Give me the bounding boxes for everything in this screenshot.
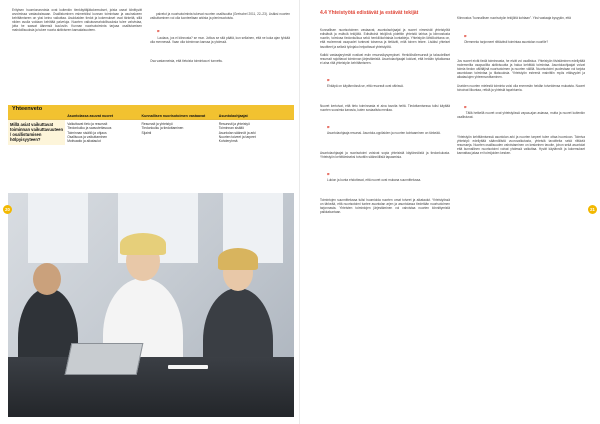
quote-text: Laulaus, jos ei kiinnosta? se mun. Jotkus se sitä päätä, kun sellainen, että ne kuka ajan lyhkää olla mennessä. Vaan olla toiminnan kanssa ja yhdessä. (150, 35, 291, 44)
right-text-column-1 (320, 20, 450, 416)
summary-header-youth-services: Kunnallisen nuorisotoimen vastaavat (140, 113, 217, 120)
right-text-column-2 (457, 8, 585, 416)
left-text-column-2 (150, 8, 290, 100)
right-col1-text-d: Toimintojen suunnittelussa tulisi huomioida nuorten omat toiveet ja aikataulut. Yhteistyössä on tärkeää, että nuorisotoimi tuntee asuntolan arjen ja asuntolassa tiedetään nuorisotoimen tarjonnasta. Yhteisten toimintojen järjestäminen voi vahvistaa nuorten kiinnittymistä paikkakuntaan. (320, 197, 451, 214)
right-col1-text: Kunnallisen nuorisotoimen vastaavat, asuntolaohjaajat ja nuoret nimesivät yhteistyötä edistäviä ja estäviä tekijöitä. Edistävinä tekijöinä pidettiin yhteistä tahtoa ja kiinnostusta nuoriin, toimivaa tiedonkulkua sekä henkilökohtaisia kontakteja. Yhteistyön lähtökohtana on, että molemmat osapuolet tuntevat toisensa ja tietävät, mitä toinen tekee. Lisäksi yhteiset tavoitteet ja selkeä työnjako helpottavat yhteistyötä. Kaikki vastaajaryhmät nostivat esiin resurssikysymykset. Henkilöstöresurssit ja taloudelliset resurssit rajoittavat toiminnan järjestämistä. Asuntolaohjaajat kokivat, että heidän työaikansa ei aina riitä yhteistyön kehittämiseen. (320, 28, 450, 65)
window-shape (28, 193, 88, 263)
page-number-right: 21 (588, 205, 597, 214)
quote-block (320, 123, 450, 139)
table-surface (8, 357, 294, 417)
table-row (8, 120, 294, 146)
quote-mark-icon: ❞ (326, 126, 330, 133)
hair-shape (218, 248, 258, 270)
right-col1-text-c: Asuntolaohjaajat ja nuorisotoimi voisivat sopia yhteisistä käytännöistä ja tiedonkulusta. Yhteistyön kehittämiseksi toivottiin säännöllisiä tapaamisia. (320, 150, 451, 159)
quote-text: Olemmeko tarjonneet riittävästi toimintaa asuntolan nuorille? (463, 39, 549, 44)
left-col2-text: palvelut ja nuorisotoiminta tukevat nuorten osallisuutta (Gretschel 2011, 22–23). Lisäksi nuorten vaikuttaminen voi olla luonteeltaan arkista ja pienimuotoista. (150, 12, 291, 21)
quote-mark-icon: ❞ (463, 106, 467, 113)
quote-text: Tällä hetkellä nuoret ovat yhteistyössä vapaa-ajan asiassa, mutta ja nuoret kuitenkin osallistuvat. (457, 111, 586, 120)
quote-text: Ehkäpä on käytännössä se, että resurssit ovat vähissä. (326, 84, 404, 89)
hair-shape (120, 233, 166, 255)
summary-cell-youth: Vaikuttavat tieto ja resurssit Tiedonkulku ja saavutettavuus Toiminnan sisältö ja ohjaus Osallisuus ja vaikuttaminen Motivaatio ja aikataulut (65, 120, 139, 146)
quote-block (320, 170, 450, 186)
meeting-photo (8, 193, 294, 417)
section-heading: 4.4 Yhteistyötä edistävät ja estävät tekijät (320, 10, 419, 16)
quote-block (150, 27, 290, 47)
summary-cell-dorm-supervisors: Resurssit ja yhteistyö Toiminnan sisältö Asuntolan säännöt ja arki Nuorten toiveet ja tarpeet Kohderyhmä (217, 120, 294, 146)
summary-header-empty (8, 113, 65, 120)
quote-text: Asuntolaohjaaja resurssi. Asuntola-oppilaiden ja nuorten kohtaaminen on tärkeää. (326, 131, 441, 136)
summary-question: Millä asiat vaikuttavat toiminnan vaikuttavuuteen / osallistumisen hölpyisyyteen? (8, 120, 65, 146)
right-col2-text-c: Yhteistyön kehittämisessä asuntolan arki ja nuorten tarpeet tulee ottaa huomioon. Toimiva yhteistyö edellyttää säännöllistä vuorovaikutusta, yhteisiä tavoitteita sekä riittäviä resursseja. Nuorten osallisuuden vahvistaminen on keskeinen tavoite, johon sekä asuntolat että kunnallinen nuorisotoimi voivat yhdessä vaikuttaa. Hyvät käytännöt ja kokemukset kannattaa jakaa eri toimijoiden kesken. (457, 134, 586, 155)
right-col2-text-b: Jos nuoret eivät tiedä toiminnasta, he eivät voi osallistua. Yhteistyön tiivistäminen edellyttää molemmilta osapuolilta aktiivisuutta ja halua kehittää toimintaa. Asuntolaohjaajat voivat toimia tiedon välittäjinä nuorisotoimen ja nuorten välillä. Nuorisotoimi puolestaan voi tarjota asuntolaan toimintaa ja tilaisuuksia. Yhteistyön esteenä mainittiin myös etäisyydet ja aikataulujen yhteensovittaminen. Useiden nuorten mielestä toiminta voisi olla enemmän heidän toiveidensa mukaista. Nuoret toivoivat liikuntaa, retkiä ja yhteisiä tapahtumia. (457, 59, 585, 92)
left-text-column-1: Erityisen huomionarvoista ovat kuitenkin tienkäyttäjäkokemukset, joista useat kiinittyvät arvoimissa vastauksissaan. Osallistuminen esimerkiksi kunnan toimintaan ja asuinalueen kehittämiseen on yksi keino vaikuttaa. Asukkaiden tiedot ja kokemukset ovat tärkeitä, sillä niiden avulla voidaan kehittää palveluja. Nuorten vaikutusmahdollisuuksia tulee vahvistaa, jotta he saavat äänensä kuuluviin. Kunnan nuorisotoiminta tarjoaa osallistumisen mahdollisuuksia ja tukee nuoria aktiiviseen kansalaisuuteen. (12, 8, 143, 33)
summary-box (8, 105, 294, 145)
summary-cell-youth-services: Resurssit ja yhteistyö Tiedonkulku ja tiedottaminen Sijainti (140, 120, 217, 146)
quote-block (457, 103, 585, 123)
summary-header-youth: Asuntolassa asuvat nuoret (65, 113, 139, 120)
quote-mark-icon: ❞ (326, 79, 330, 86)
right-col2-text: Kiinnostus "kunnallisen nuorisotyön tekijöitä kohtaan". Yksi vastaaja kysyykin, että (457, 16, 571, 21)
quote-text: Lukion ja kunta ehdottavat, että nuoret ovat mukana suunnittelussa. (326, 178, 422, 183)
right-col1-text-b: Nuoret kertoivat, että tieto toiminnasta ei aina tavoita heitä. Tiedottamisessa tulisi käyttää nuorten suosimia kanavia, kuten sosiaalista mediaa. (320, 103, 451, 112)
quote-block (320, 76, 450, 92)
quote-block (457, 31, 585, 47)
left-col2-text-b: Osa vastanneista, että tietoista toimintaa ei tunnettu. (150, 59, 223, 64)
quote-mark-icon: ❞ (156, 30, 160, 37)
quote-mark-icon: ❞ (463, 34, 467, 41)
laptop-shape (65, 343, 144, 375)
person-head (33, 263, 61, 295)
paper-shape (168, 365, 208, 369)
quote-mark-icon: ❞ (326, 173, 330, 180)
summary-title: Yhteenveto (8, 105, 294, 113)
page-number-left: 20 (3, 205, 12, 214)
right-page (300, 0, 600, 424)
summary-table (8, 113, 294, 145)
summary-header-dorm-supervisors: Asuntolaohjaajat (217, 113, 294, 120)
